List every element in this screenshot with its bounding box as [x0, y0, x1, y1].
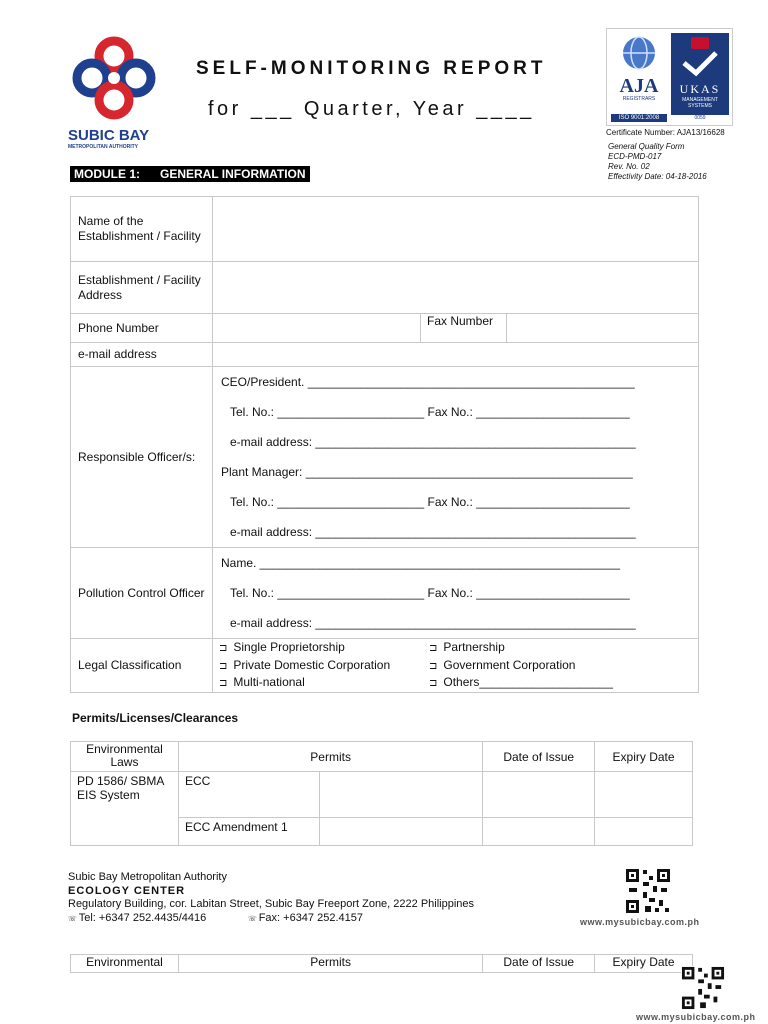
checkmark-icon: [680, 49, 720, 77]
ukas-logo: [671, 33, 729, 121]
expiry-cell[interactable]: [595, 772, 693, 818]
permit-cell: ECC: [178, 772, 319, 818]
pco-name-line[interactable]: Name. ______________________________________________________: [221, 556, 621, 570]
ceo-email-line[interactable]: e-mail address: ________________________________________________: [230, 435, 636, 449]
date-issue-cell[interactable]: [483, 818, 595, 846]
table-row: [71, 772, 693, 818]
option-private-domestic[interactable]: [219, 657, 429, 675]
date-issue-cell[interactable]: [483, 772, 595, 818]
form-type: General Quality Form: [608, 142, 685, 151]
table-row: [71, 367, 699, 548]
footer-url-2: www.mysubicbay.com.ph: [636, 1012, 756, 1022]
checkbox-icon[interactable]: ⊐: [219, 643, 228, 654]
pm-email-line[interactable]: e-mail address: ________________________________________________: [230, 525, 636, 539]
globe-icon: [617, 35, 661, 71]
header-permits: Permits: [178, 742, 482, 772]
crown-icon: [691, 37, 709, 49]
option-label: Multi-national: [233, 675, 305, 689]
phone-label: Phone Number: [71, 314, 213, 343]
report-subtitle: for ___ Quarter, Year ____: [208, 98, 535, 120]
footer-tel-wrap: [68, 912, 248, 927]
header-permits: Permits: [178, 955, 482, 973]
permits-table: [70, 741, 693, 846]
header-laws: Environmental Laws: [71, 742, 179, 772]
pco-tel-line[interactable]: Tel. No.: ______________________ Fax No.: _______________________: [230, 586, 630, 600]
report-title: SELF-MONITORING REPORT: [196, 58, 547, 79]
aja-sub: REGISTRARS: [622, 96, 656, 102]
option-label: Single Proprietorship: [233, 640, 345, 654]
pco-email-line[interactable]: e-mail address: ________________________________________________: [230, 616, 636, 630]
email-label: e-mail address: [71, 343, 213, 367]
table-row: [71, 197, 699, 262]
header-expiry: Expiry Date: [595, 955, 693, 973]
table-row: [71, 548, 699, 639]
general-info-table: [70, 196, 699, 693]
legal-label: Legal Classification: [71, 639, 213, 693]
option-label: Others____________________: [443, 675, 613, 689]
ceo-tel-line[interactable]: Tel. No.: ______________________ Fax No.: _______________________: [230, 405, 630, 419]
option-label: Partnership: [443, 640, 505, 654]
footer-org: Subic Bay Metropolitan Authority: [68, 871, 227, 883]
permit-detail-cell[interactable]: [319, 772, 483, 818]
fax-icon: ☏: [248, 915, 259, 923]
ceo-line[interactable]: CEO/President. _________________________________________________: [221, 375, 635, 389]
aja-text: AJA: [619, 75, 659, 97]
permit-cell: ECC Amendment 1: [178, 818, 319, 846]
header-expiry: Expiry Date: [595, 742, 693, 772]
phone-icon: ☏: [68, 915, 79, 923]
expiry-cell[interactable]: [595, 818, 693, 846]
certificate-number: Certificate Number: AJA13/16628: [606, 128, 725, 137]
email-field[interactable]: [213, 343, 699, 367]
checkbox-icon[interactable]: ⊐: [429, 660, 438, 672]
checkbox-icon[interactable]: ⊐: [429, 678, 438, 689]
footer-address: Regulatory Building, cor. Labitan Street, Subic Bay Freeport Zone, 2222 Philippines: [68, 898, 475, 910]
footer-center: ECOLOGY CENTER: [68, 884, 186, 897]
name-label: Name of the Establishment / Facility: [71, 197, 213, 262]
option-label: Government Corporation: [443, 657, 576, 672]
footer-fax-wrap: [248, 912, 363, 927]
table-row: [71, 262, 699, 314]
checkbox-icon[interactable]: ⊐: [219, 660, 228, 672]
form-code: ECD-PMD-017: [608, 152, 662, 161]
address-label: Establishment / Facility Address: [71, 262, 213, 314]
permits-title: Permits/Licenses/Clearances: [72, 711, 239, 725]
certification-logos: [606, 28, 733, 126]
sbma-logo: [68, 34, 160, 152]
table-row: [71, 343, 699, 367]
option-others[interactable]: [429, 674, 689, 692]
table-row: [71, 314, 699, 343]
module-heading: MODULE 1: GENERAL INFORMATION: [70, 166, 310, 182]
footer: [68, 871, 474, 926]
checkbox-icon[interactable]: ⊐: [429, 643, 438, 654]
checkbox-icon[interactable]: ⊐: [219, 678, 228, 689]
fax-field[interactable]: [507, 314, 698, 342]
logo-name: SUBIC BAY: [68, 127, 150, 144]
option-partnership[interactable]: [429, 639, 689, 657]
pm-tel-line[interactable]: Tel. No.: ______________________ Fax No.: _______________________: [230, 495, 630, 509]
phone-field[interactable]: [213, 314, 421, 342]
qr-code-icon: [625, 868, 671, 919]
aja-logo: [611, 33, 667, 121]
law-cell: PD 1586/ SBMA EIS System: [71, 772, 179, 846]
permit-detail-cell[interactable]: [319, 818, 483, 846]
table-header-row: [71, 742, 693, 772]
table-header-row: [71, 955, 693, 973]
sbma-emblem-icon: [68, 34, 160, 122]
option-multi-national[interactable]: [219, 674, 429, 692]
qr-code-icon: [681, 966, 725, 1015]
pco-fields: [213, 548, 699, 639]
form-effectivity: Effectivity Date: 04-18-2016: [608, 172, 707, 181]
iso-text: ISO 9001:2008: [611, 114, 667, 122]
footer-tel: Tel: +6347 252.4435/4416: [78, 911, 207, 924]
name-field[interactable]: [213, 197, 699, 262]
officer-label: Responsible Officer/s:: [71, 367, 213, 548]
permits-table-continued: [70, 954, 693, 973]
footer-url: www.mysubicbay.com.ph: [580, 917, 700, 927]
pco-label: Pollution Control Officer: [71, 548, 213, 639]
plant-manager-line[interactable]: Plant Manager: _________________________________________________: [221, 465, 633, 479]
officer-fields: [213, 367, 699, 548]
table-row: [71, 639, 699, 693]
ukas-sub: MANAGEMENT SYSTEMS: [682, 97, 718, 109]
ukas-text: UKAS: [679, 82, 721, 96]
address-field[interactable]: [213, 262, 699, 314]
header-laws: Environmental: [71, 955, 179, 973]
logo-sub: METROPOLITAN AUTHORITY: [68, 144, 138, 150]
ukas-num: 0059: [671, 115, 729, 121]
option-government[interactable]: [429, 657, 689, 675]
fax-label: Fax Number: [421, 314, 507, 342]
form-info: [608, 142, 707, 182]
footer-fax: Fax: +6347 252.4157: [258, 911, 363, 924]
header-date-issue: Date of Issue: [483, 955, 595, 973]
option-label: Private Domestic Corporation: [233, 657, 391, 672]
legal-options: [213, 639, 699, 693]
header-date-issue: Date of Issue: [483, 742, 595, 772]
form-rev: Rev. No. 02: [608, 162, 650, 171]
option-single-proprietorship[interactable]: [219, 639, 429, 657]
